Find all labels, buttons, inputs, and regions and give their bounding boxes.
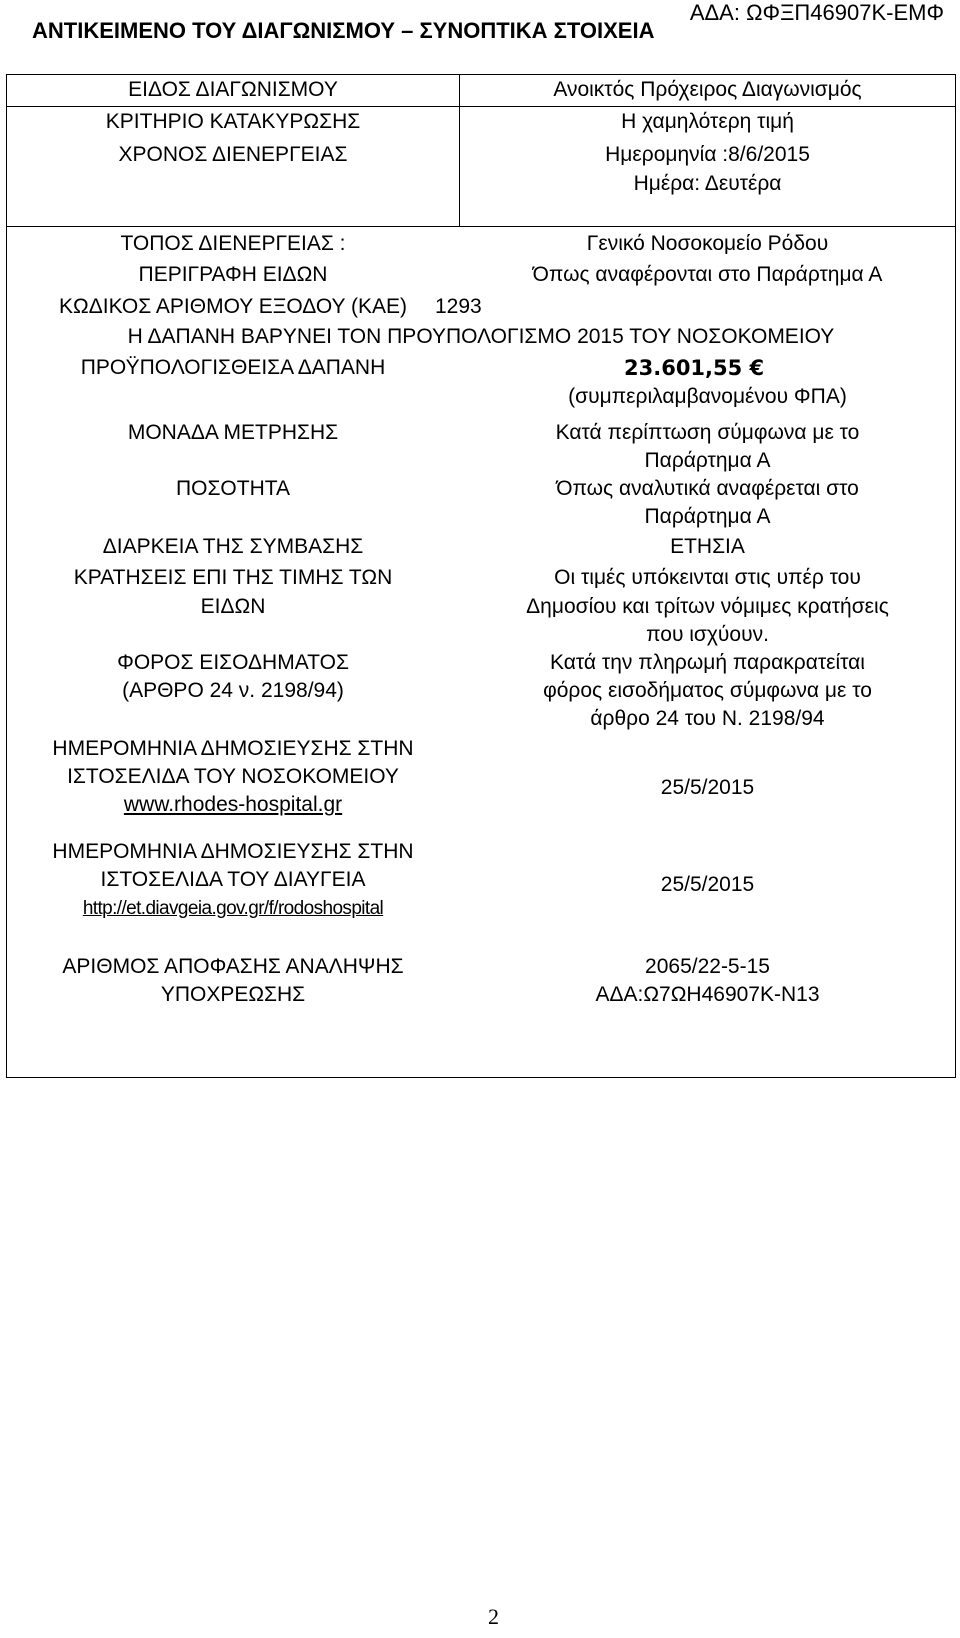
time-value-date: Ημερομηνία :8/6/2015 [605,143,810,166]
pub-hospital-label-1: ΗΜΕΡΟΜΗΝΙΑ ΔΗΜΟΣΙΕΥΣΗΣ ΣΤΗΝ [52,737,414,760]
decision-label-1: ΑΡΙΘΜΟΣ ΑΠΟΦΑΣΗΣ ΑΝΑΛΗΨΗΣ [62,955,404,978]
desc-label: ΠΕΡΙΓΡΑΦΗ ΕΙΔΩΝ [138,263,328,286]
budget-note: Η ΔΑΠΑΝΗ ΒΑΡΥΝΕΙ ΤΟΝ ΠΡΟΥΠΟΛΟΓΙΣΜΟ 2015 ΤΟΥ ΝΟΣΟΚΟΜΕΙΟΥ [127,325,835,348]
cost-value: 23.601,55 € [624,356,765,380]
type-value: Ανοικτός Πρόχειρος Διαγωνισμός [553,78,862,101]
tax-value-3: άρθρο 24 του Ν. 2198/94 [590,707,825,730]
duration-label: ΔΙΑΡΚΕΙΑ ΤΗΣ ΣΥΜΒΑΣΗΣ [102,535,364,558]
euro-icon: € [742,356,765,380]
code-label: ΚΩΔΙΚΟΣ ΑΡΙΘΜΟΥ ΕΞΟΔΟΥ (ΚΑΕ) [59,295,407,318]
desc-value: Όπως αναφέρονται στο Παράρτημα Α [532,263,883,286]
pub-hospital-label-2: ΙΣΤΟΣΕΛΙΔΑ ΤΟΥ ΝΟΣΟΚΟΜΕΙΟΥ [67,765,399,788]
tax-label-2: (ΑΡΘΡΟ 24 ν. 2198/94) [122,679,344,702]
decision-label-2: ΥΠΟΧΡΕΩΣΗΣ [160,983,306,1006]
unit-label: ΜΟΝΑΔΑ ΜΕΤΡΗΣΗΣ [127,421,339,444]
cost-vat: (συμπεριλαμβανομένου ΦΠΑ) [568,385,847,408]
time-value-day: Ημέρα: Δευτέρα [633,172,782,195]
code-value: 1293 [435,295,482,318]
tax-value-1: Κατά την πληρωμή παρακρατείται [550,651,865,674]
summary-table [6,74,956,1078]
unit-value-2: Παράρτημα Α [644,449,771,472]
decision-number: 2065/22-5-15 [645,955,770,978]
retentions-label-1: ΚΡΑΤΗΣΕΙΣ ΕΠΙ ΤΗΣ ΤΙΜΗΣ ΤΩΝ [73,566,393,589]
pub-diavgeia-label-2: ΙΣΤΟΣΕΛΙΔΑ ΤΟΥ ΔΙΑΥΓΕΙΑ [100,868,366,891]
retentions-value-3: που ισχύουν. [646,623,769,646]
diavgeia-link[interactable]: http://et.diavgeia.gov.gr/f/rodoshospital [82,898,384,919]
cost-label: ΠΡΟΫΠΟΛΟΓΙΣΘΕΙΣΑ ΔΑΠΑΝΗ [80,356,386,379]
decision-ada: ΑΔΑ:Ω7ΩΗ46907Κ-Ν13 [595,983,820,1006]
type-label: ΕΙΔΟΣ ΔΙΑΓΩΝΙΣΜΟΥ [128,78,338,101]
pub-diavgeia-date: 25/5/2015 [660,873,755,896]
retentions-value-1: Οι τιμές υπόκεινται στις υπέρ του [554,566,861,589]
criterion-value: Η χαμηλότερη τιμή [621,110,794,133]
place-label: ΤΟΠΟΣ ΔΙΕΝΕΡΓΕΙΑΣ : [120,232,346,255]
page-number: 2 [488,1604,499,1629]
place-value: Γενικό Νοσοκομείο Ρόδου [586,232,829,255]
qty-value-2: Παράρτημα Α [644,505,771,528]
tax-value-2: φόρος εισοδήματος σύμφωνα με το [543,679,872,702]
tax-label-1: ΦΟΡΟΣ ΕΙΣΟΔΗΜΑΤΟΣ [117,651,349,674]
qty-value-1: Όπως αναλυτικά αναφέρεται στο [556,477,859,500]
qty-label: ΠΟΣΟΤΗΤΑ [175,477,291,500]
pub-diavgeia-label-1: ΗΜΕΡΟΜΗΝΙΑ ΔΗΜΟΣΙΕΥΣΗΣ ΣΤΗΝ [52,840,414,863]
retentions-label-2: ΕΙΔΩΝ [200,595,266,618]
criterion-label: ΚΡΙΤΗΡΙΟ ΚΑΤΑΚΥΡΩΣΗΣ [105,110,361,133]
retentions-value-2: Δημοσίου και τρίτων νόμιμες κρατήσεις [526,595,889,618]
hospital-website-link[interactable]: www.rhodes-hospital.gr [123,793,343,816]
ada-header: ΑΔΑ: ΩΦΞΠ46907Κ-ΕΜΦ [689,0,944,25]
time-label: ΧΡΟΝΟΣ ΔΙΕΝΕΡΓΕΙΑΣ [118,143,348,166]
page-heading: ΑΝΤΙΚΕΙΜΕΝΟ ΤΟΥ ΔΙΑΓΩΝΙΣΜΟΥ – ΣΥΝΟΠΤΙΚΑ ΣΤΟΙΧΕΙΑ [32,18,655,43]
duration-value: ΕΤΗΣΙΑ [670,535,745,558]
pub-hospital-date: 25/5/2015 [660,776,755,799]
unit-value-1: Κατά περίπτωση σύμφωνα με το [555,421,860,444]
